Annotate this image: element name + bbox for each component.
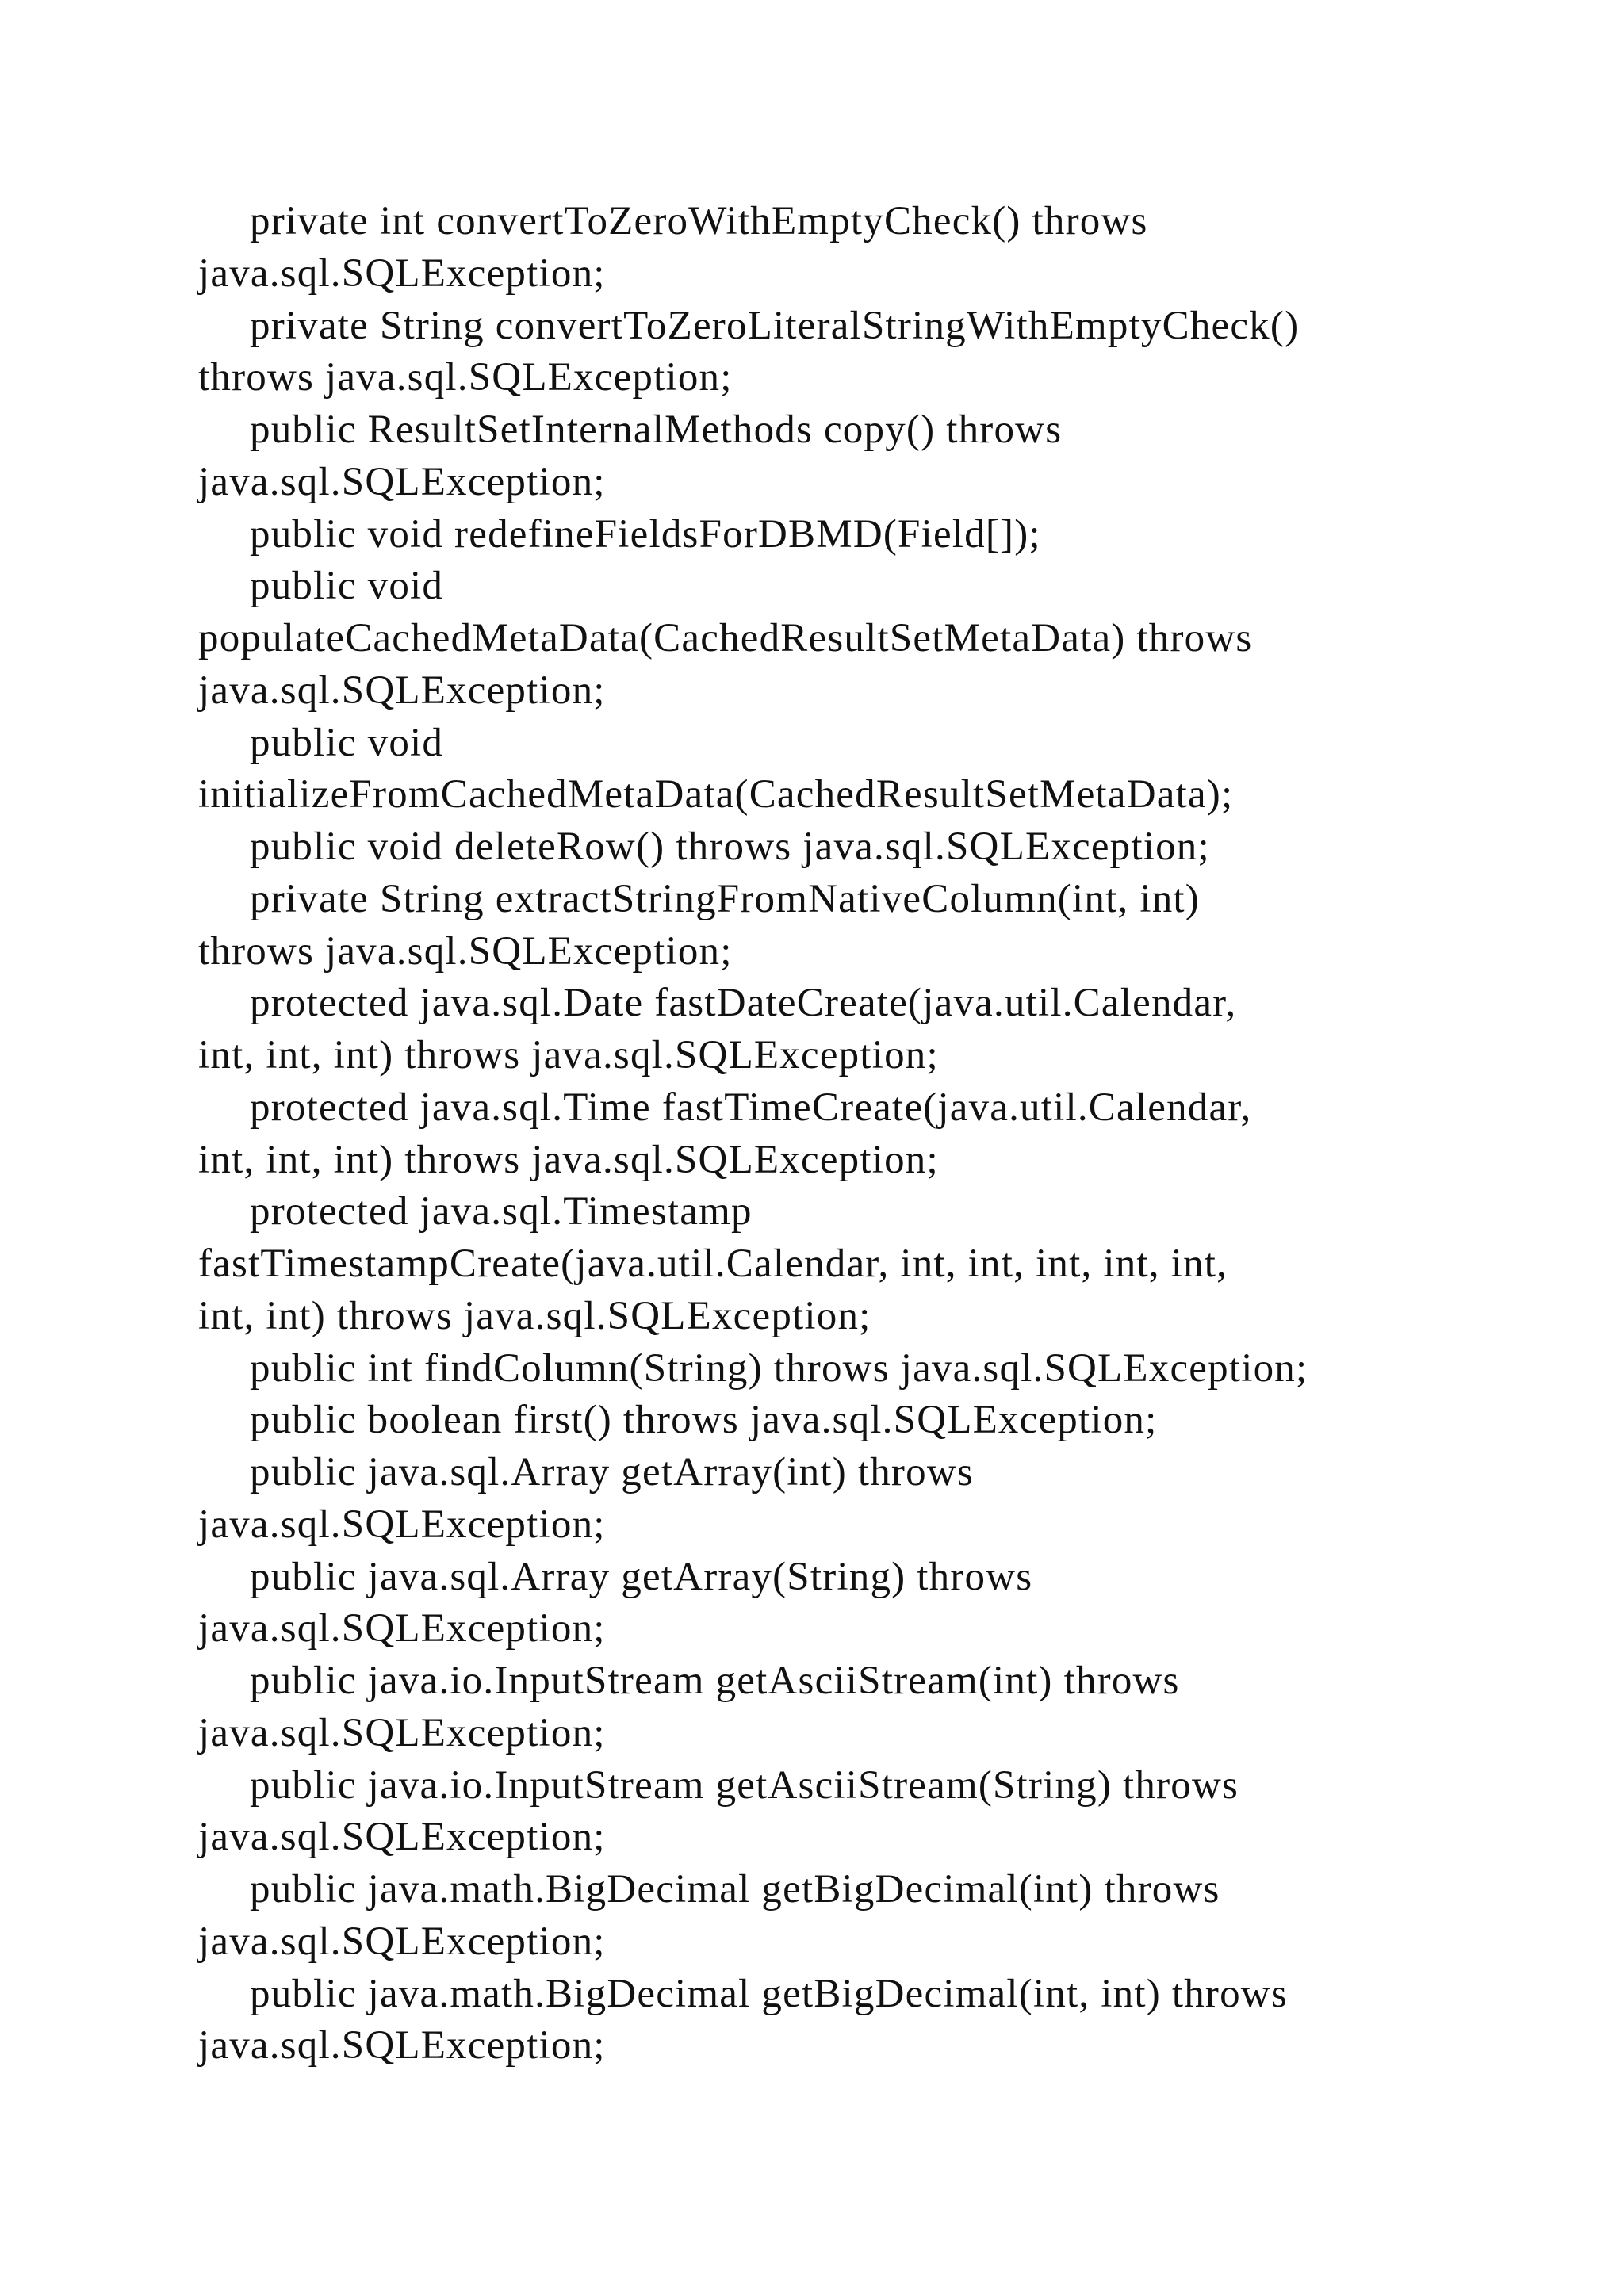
declaration-line: public void <box>250 564 444 609</box>
continuation-line: java.sql.SQLException; <box>198 2023 606 2068</box>
declaration-line: public java.math.BigDecimal getBigDecimal(int, int) throws <box>250 1971 1288 2016</box>
continuation-line: fastTimestampCreate(java.util.Calendar, int, int, int, int, int, <box>198 1242 1228 1286</box>
code-text-block <box>198 196 1483 2072</box>
continuation-line: java.sql.SQLException; <box>198 1606 606 1651</box>
continuation-line: int, int) throws java.sql.SQLException; <box>198 1293 871 1338</box>
declaration-line: protected java.sql.Date fastDateCreate(java.util.Calendar, <box>250 981 1237 1026</box>
continuation-line: java.sql.SQLException; <box>198 459 606 504</box>
continuation-line: java.sql.SQLException; <box>198 1919 606 1964</box>
continuation-line: java.sql.SQLException; <box>198 1710 606 1755</box>
declaration-line: public java.io.InputStream getAsciiStream(int) throws <box>250 1659 1180 1703</box>
declaration-line: protected java.sql.Timestamp <box>250 1189 753 1234</box>
declaration-line: public java.math.BigDecimal getBigDecimal(int) throws <box>250 1867 1220 1911</box>
declaration-line: public void deleteRow() throws java.sql.SQLException; <box>250 825 1210 869</box>
declaration-line: public java.sql.Array getArray(int) throws <box>250 1450 974 1494</box>
continuation-line: java.sql.SQLException; <box>198 1502 606 1547</box>
continuation-line: java.sql.SQLException; <box>198 1815 606 1860</box>
continuation-line: initializeFromCachedMetaData(CachedResultSetMetaData); <box>198 772 1234 817</box>
continuation-line: java.sql.SQLException; <box>198 251 606 296</box>
continuation-line: java.sql.SQLException; <box>198 668 606 713</box>
continuation-line: throws java.sql.SQLException; <box>198 355 733 400</box>
declaration-line: public void <box>250 720 444 765</box>
declaration-line: private String extractStringFromNativeColumn(int, int) <box>250 876 1200 921</box>
declaration-line: public java.io.InputStream getAsciiStream(String) throws <box>250 1762 1239 1808</box>
declaration-line: public ResultSetInternalMethods copy() throws <box>250 408 1063 452</box>
continuation-line: int, int, int) throws java.sql.SQLException; <box>198 1137 939 1182</box>
declaration-line: public void redefineFieldsForDBMD(Field[]); <box>250 511 1041 557</box>
continuation-line: populateCachedMetaData(CachedResultSetMetaData) throws <box>198 616 1253 660</box>
declaration-line: public java.sql.Array getArray(String) throws <box>250 1554 1033 1599</box>
declaration-line: private String convertToZeroLiteralStringWithEmptyCheck() <box>250 303 1300 348</box>
declaration-line: private int convertToZeroWithEmptyCheck() throws <box>250 199 1148 243</box>
declaration-line: public int findColumn(String) throws java.sql.SQLException; <box>250 1345 1308 1391</box>
declaration-line: public boolean first() throws java.sql.SQLException; <box>250 1398 1158 1443</box>
declaration-line: protected java.sql.Time fastTimeCreate(java.util.Calendar, <box>250 1085 1252 1130</box>
continuation-line: int, int, int) throws java.sql.SQLException; <box>198 1033 939 1077</box>
continuation-line: throws java.sql.SQLException; <box>198 928 733 974</box>
